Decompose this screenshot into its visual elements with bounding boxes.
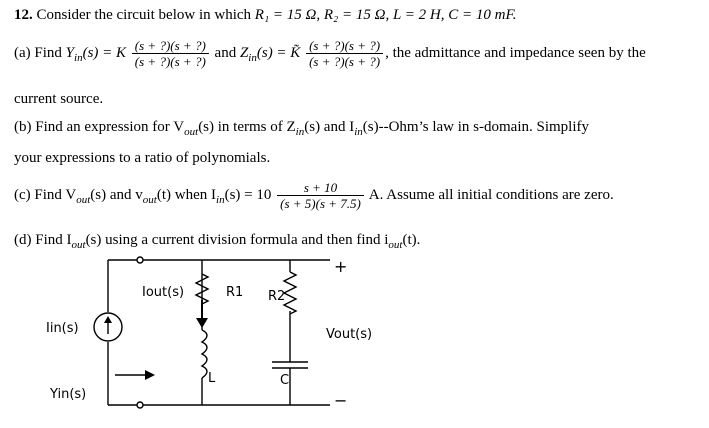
part-c-sub-1: out — [76, 193, 91, 206]
vin-label: Yin(s) — [50, 387, 87, 402]
part-b-text-3: (s) and I — [304, 119, 355, 135]
part-c-fraction-denominator: (s + 5)(s + 7.5) — [280, 196, 361, 211]
part-b-vout-sub: out — [184, 126, 199, 138]
part-c-text-3: (t) when I — [156, 186, 217, 203]
part-b-text-2: (s) in terms of Z — [198, 119, 296, 135]
part-c-fraction-numerator: s + 10 — [277, 180, 364, 196]
part-b-text-4: (s)--Ohm’s law in s-domain. Simplify — [362, 119, 590, 135]
fraction-2-denominator: (s + ?)(s + ?) — [309, 54, 381, 69]
inductor — [202, 330, 207, 378]
part-a-lead: (a) Find — [14, 44, 62, 61]
yin-symbol: Y — [65, 44, 75, 61]
part-d-text-1: (d) Find I — [14, 232, 72, 248]
iout-label: Iout(s) — [142, 285, 185, 300]
problem-number: 12. — [14, 7, 33, 23]
zin-tail: (s) = K̃ — [256, 44, 301, 61]
fraction-2-numerator: (s + ?)(s + ?) — [306, 38, 383, 54]
r1-label: R1 — [226, 285, 244, 300]
r2-label: R2 — [268, 289, 286, 304]
part-c-sub-3: in — [216, 193, 225, 206]
problem-params: R₁ = 15 Ω, R₂ = 15 Ω, L = 2 H, C = 10 mF. — [254, 7, 517, 23]
vout-label: Vout(s) — [326, 327, 373, 342]
part-c-text-1: (c) Find V — [14, 186, 77, 203]
plus-sign: + — [334, 257, 348, 276]
fraction-1-denominator: (s + ?)(s + ?) — [134, 54, 206, 69]
part-d-sub-2: out — [388, 239, 403, 251]
resistor-r2 — [284, 272, 296, 314]
zin-sub: in — [248, 51, 257, 64]
part-d-sub-1: out — [71, 239, 86, 251]
part-a-tail: , the admittance and impedance seen by the — [385, 44, 646, 61]
part-a-and: and — [214, 44, 237, 61]
part-d-text-2: (s) using a current division formula and then find i — [85, 232, 389, 248]
problem-intro: Consider the circuit below in which — [36, 7, 252, 23]
part-c-text-4: (s) = 10 — [224, 186, 272, 203]
iout-arrow-icon — [196, 318, 208, 328]
part-d-text-3: (t). — [402, 232, 421, 248]
part-b-text-1: (b) Find an expression for V — [14, 119, 185, 135]
part-c-sub-2: out — [142, 193, 157, 206]
bottom-terminal — [137, 402, 143, 408]
vin-arrow-icon — [145, 370, 155, 380]
fraction-1-numerator: (s + ?)(s + ?) — [132, 38, 209, 54]
yin-tail: (s) = K — [82, 44, 127, 61]
part-b-line-2: your expressions to a ratio of polynomials. — [14, 150, 271, 166]
part-b-zin-sub: in — [295, 126, 305, 138]
source-arrow-icon — [104, 316, 112, 323]
part-b-iin-sub: in — [354, 126, 363, 138]
top-terminal — [137, 257, 143, 263]
part-c-text-2: (s) and v — [90, 186, 143, 203]
minus-sign: − — [334, 391, 348, 410]
yin-sub: in — [74, 51, 83, 64]
zin-symbol: Z — [239, 44, 249, 61]
iin-label: Iin(s) — [46, 321, 79, 336]
l-label: L — [208, 371, 216, 386]
part-a-continuation: current source. — [14, 91, 104, 107]
part-c-tail: A. Assume all initial conditions are zero. — [365, 186, 614, 203]
c-label: C — [280, 373, 290, 388]
